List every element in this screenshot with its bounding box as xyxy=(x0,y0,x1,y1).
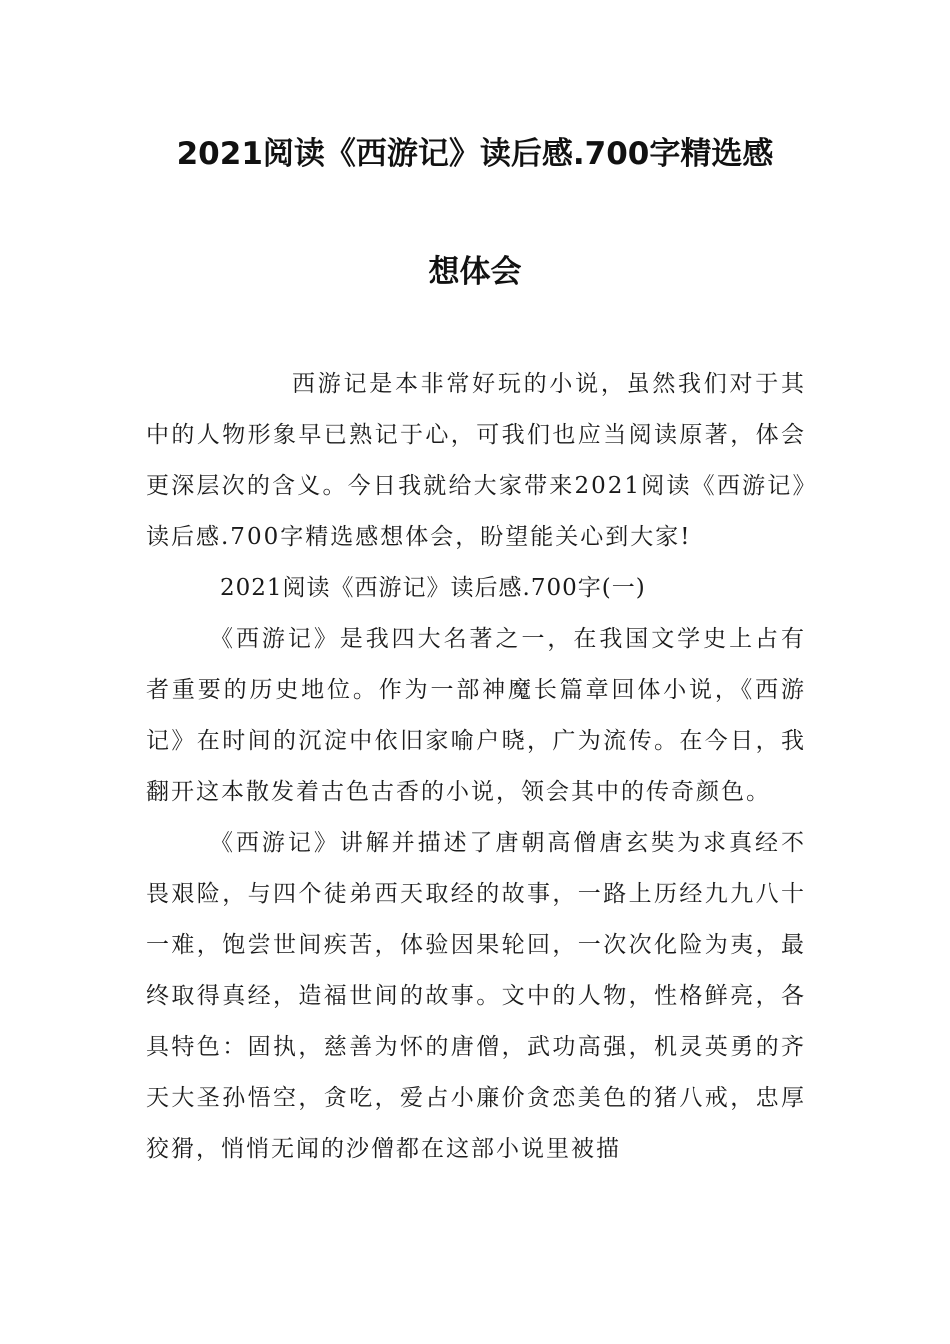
body-paragraph-1: 《西游记》是我四大名著之一，在我国文学史上占有者重要的历史地位。作为一部神魔长篇章回体小说，《西游记》在时间的沉淀中依旧家喻户晓，广为流传。在今日，我翻开这本散发着古色古香的小说，领会其中的传奇颜色。 xyxy=(146,626,806,805)
intro-paragraph: 西游记是本非常好玩的小说，虽然我们对于其中的人物形象早已熟记于心，可我们也应当阅读原著，体会更深层次的含义。今日我就给大家带来2021阅读《西游记》读后感.700字精选感想体会，盼望能关心到大家! xyxy=(146,371,806,550)
section-heading: 2021阅读《西游记》读后感.700字(一) xyxy=(220,575,646,601)
document-body xyxy=(146,359,806,1175)
document-title-line-1: 2021阅读《西游记》读后感.700字精选感 xyxy=(176,136,774,172)
document-title-line-2: 想体会 xyxy=(428,254,522,290)
body-paragraph-2: 《西游记》讲解并描述了唐朝高僧唐玄奘为求真经不畏艰险，与四个徒弟西天取经的故事，一路上历经九九八十一难，饱尝世间疾苦，体验因果轮回，一次次化险为夷，最终取得真经，造福世间的故事。文中的人物，性格鲜亮，各具特色：固执，慈善为怀的唐僧，武功高强，机灵英勇的齐天大圣孙悟空，贪吃，爱占小廉价贪恋美色的猪八戒，忠厚狡猾，悄悄无闻的沙僧都在这部小说里被描 xyxy=(146,830,806,1162)
